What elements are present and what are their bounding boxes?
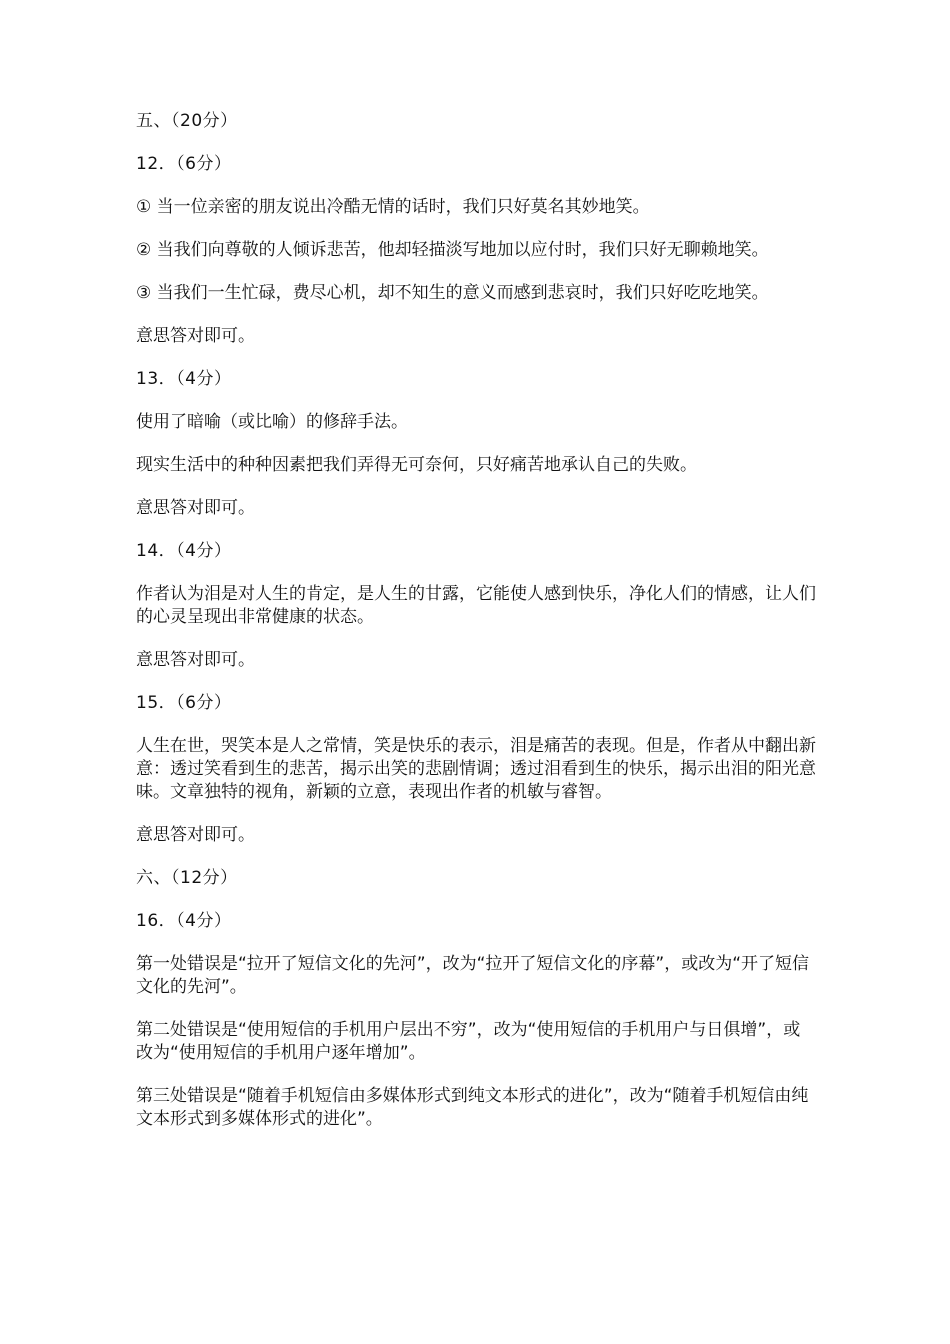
question-16-heading: 16．（4分） bbox=[136, 911, 232, 931]
answer-13-line-2: 现实生活中的种种因素把我们弄得无可奈何，只好痛苦地承认自己的失败。 bbox=[136, 455, 697, 475]
answer-15: 人生在世，哭笑本是人之常情，笑是快乐的表示，泪是痛苦的表现。但是，作者从中翻出新意：透过笑看到生的悲苦，揭示出笑的悲剧情调；透过泪看到生的快乐，揭示出泪的阳光意味。文章独特的视角，新颖的立意，表现出作者的机敏与睿智。 bbox=[136, 736, 816, 802]
answer-12-point-2: ② 当我们向尊敬的人倾诉悲苦，他却轻描淡写地加以应付时，我们只好无聊赖地笑。 bbox=[136, 240, 769, 260]
answer-16-error-2: 第二处错误是“使用短信的手机用户层出不穷”，改为“使用短信的手机用户与日俱增”，或改为“使用短信的手机用户逐年增加”。 bbox=[136, 1020, 801, 1063]
question-13-heading: 13．（4分） bbox=[136, 369, 232, 389]
question-15-heading: 15．（6分） bbox=[136, 693, 232, 713]
question-12-heading: 12．（6分） bbox=[136, 154, 232, 174]
answer-16-error-3: 第三处错误是“随着手机短信由多媒体形式到纯文本形式的进化”，改为“随着手机短信由纯文本形式到多媒体形式的进化”。 bbox=[136, 1086, 809, 1129]
section-heading-6: 六、（12分） bbox=[136, 868, 238, 888]
section-heading-5: 五、（20分） bbox=[136, 111, 238, 131]
grading-note: 意思答对即可。 bbox=[136, 326, 255, 346]
answer-14: 作者认为泪是对人生的肯定，是人生的甘露，它能使人感到快乐，净化人们的情感，让人们的心灵呈现出非常健康的状态。 bbox=[136, 584, 816, 627]
answer-content bbox=[136, 110, 816, 1151]
question-14-heading: 14．（4分） bbox=[136, 541, 232, 561]
answer-16-error-1: 第一处错误是“拉开了短信文化的先河”，改为“拉开了短信文化的序幕”，或改为“开了短信文化的先河”。 bbox=[136, 954, 810, 997]
answer-12-point-1: ① 当一位亲密的朋友说出冷酷无情的话时，我们只好莫名其妙地笑。 bbox=[136, 197, 650, 217]
answer-12-point-3: ③ 当我们一生忙碌，费尽心机，却不知生的意义而感到悲哀时，我们只好吃吃地笑。 bbox=[136, 283, 769, 303]
grading-note: 意思答对即可。 bbox=[136, 498, 255, 518]
grading-note: 意思答对即可。 bbox=[136, 825, 255, 845]
grading-note: 意思答对即可。 bbox=[136, 650, 255, 670]
answer-13-line-1: 使用了暗喻（或比喻）的修辞手法。 bbox=[136, 412, 408, 432]
